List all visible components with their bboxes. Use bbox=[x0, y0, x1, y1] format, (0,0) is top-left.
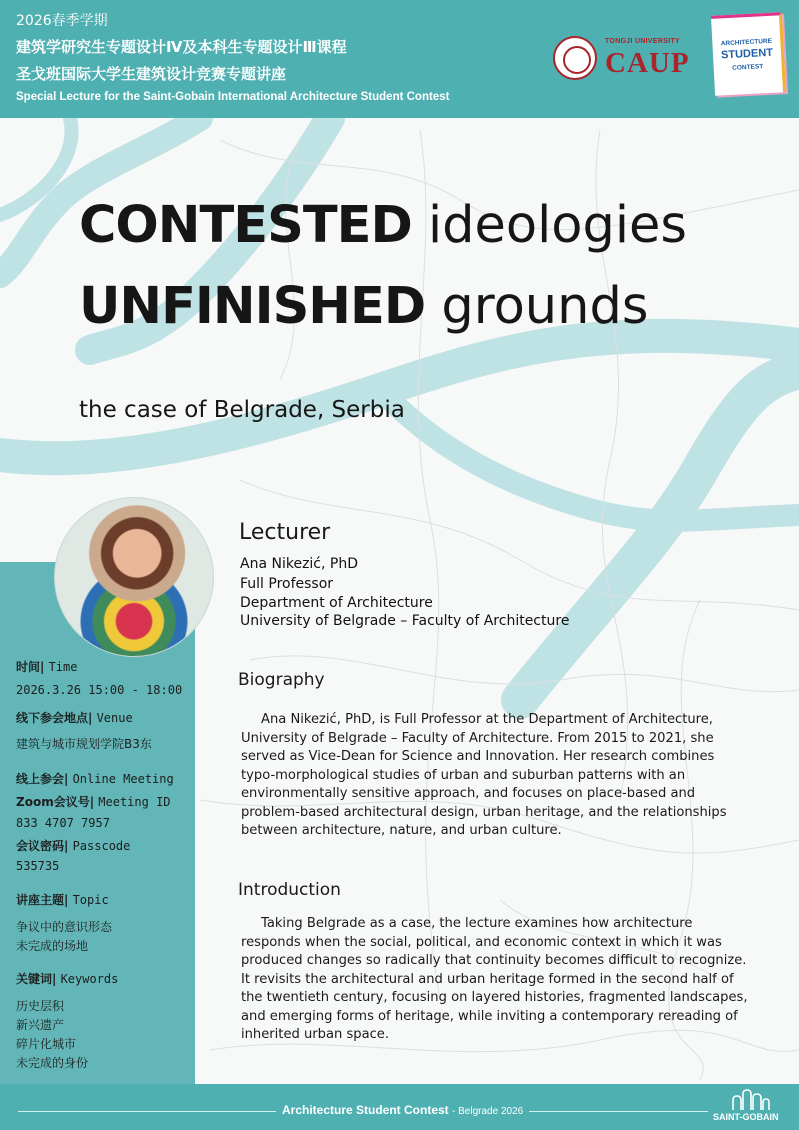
footer-contest-location: - Belgrade 2026 bbox=[452, 1106, 524, 1117]
keyword-item: 历史层积 bbox=[16, 999, 65, 1013]
venue-label-cn: 线下参会地点| bbox=[16, 711, 93, 725]
introduction-line: responds when the social, political, and economic context in which it was bbox=[241, 934, 722, 950]
venue-label bbox=[16, 709, 133, 726]
lecture-cn-text: 圣戈班国际大学生建筑设计竞赛专题讲座 bbox=[16, 65, 287, 83]
biography-line: environmentally sensitive approach, and focuses on place-based and bbox=[241, 786, 696, 801]
biography-line: University of Belgrade – Faculty of Architecture. From 2015 to 2021, she bbox=[241, 730, 714, 746]
introduction-line: inherited urban space. bbox=[241, 1027, 390, 1042]
introduction-heading: Introduction bbox=[238, 880, 341, 900]
footer-bar bbox=[0, 1084, 799, 1130]
asc-logo-line1: ARCHITECTURE bbox=[720, 37, 773, 48]
lecturer-university: University of Belgrade – Faculty of Architecture bbox=[240, 613, 570, 629]
online-label-en: Online Meeting bbox=[72, 772, 174, 786]
title-line-1-bold: CONTESTED bbox=[79, 196, 412, 255]
meeting-id: 833 4707 7957 bbox=[16, 816, 110, 830]
keywords-label-cn: 关键词| bbox=[16, 972, 57, 986]
passcode-label-en: Passcode bbox=[72, 839, 131, 853]
keyword-item: 未完成的身份 bbox=[16, 1056, 89, 1070]
time-label-en: Time bbox=[48, 660, 78, 674]
time-value: 2026.3.26 15:00 - 18:00 bbox=[16, 683, 183, 697]
biography-text bbox=[241, 711, 761, 841]
biography-line: Ana Nikezić, PhD, is Full Professor at the Department of Architecture, bbox=[261, 712, 713, 727]
time-label-cn: 时间| bbox=[16, 660, 45, 674]
keywords-label-en: Keywords bbox=[60, 972, 119, 986]
venue-label-en: Venue bbox=[96, 711, 133, 725]
introduction-line: It revisits the architectural and urban heritage formed in the second half of bbox=[241, 971, 734, 987]
keywords-label bbox=[16, 970, 118, 987]
passcode-label bbox=[16, 837, 130, 854]
lecturer-heading: Lecturer bbox=[239, 520, 331, 545]
lecturer-position: Full Professor bbox=[240, 576, 334, 592]
time-label bbox=[16, 658, 77, 675]
online-label-cn: 线上参会| bbox=[16, 772, 69, 786]
biography-line: served as Vice-Dean for Science and Innovation. Her research combines bbox=[241, 749, 715, 764]
header-banner bbox=[0, 0, 799, 118]
biography-line: typo-morphological studies of urban and suburban patterns with an bbox=[241, 767, 686, 783]
biography-line: problem-based architectural design, urban heritage, and the relationships bbox=[241, 804, 727, 820]
introduction-line: produced changes so radically that continuity becomes difficult to recognize. bbox=[241, 953, 747, 968]
title-line-1-rest: ideologies bbox=[428, 196, 687, 255]
lecture-en-text: Special Lecture for the Saint-Gobain International Architecture Student Contest bbox=[16, 91, 450, 103]
course-text: 建筑学研究生专题设计Ⅳ及本科生专题设计Ⅲ课程 bbox=[16, 38, 347, 56]
title-line-2 bbox=[79, 277, 648, 336]
tongji-caup-logo bbox=[553, 32, 688, 82]
zoom-label-en: Meeting ID bbox=[98, 795, 171, 809]
introduction-line: Taking Belgrade as a case, the lecture examines how architecture bbox=[261, 916, 693, 931]
passcode-label-cn: 会议密码| bbox=[16, 839, 69, 853]
zoom-label bbox=[16, 793, 171, 810]
title-line-2-rest: grounds bbox=[441, 277, 649, 336]
introduction-text bbox=[241, 915, 761, 1045]
footer-contest-name: Architecture Student Contest bbox=[282, 1103, 449, 1117]
zoom-label-cn: Zoom会议号| bbox=[16, 795, 95, 809]
footer-contest-text bbox=[276, 1103, 529, 1117]
title-line-2-bold: UNFINISHED bbox=[79, 277, 426, 336]
introduction-line: the twentieth century, focusing on layered histories, fragmented landscapes, bbox=[241, 990, 748, 1005]
keyword-item: 新兴遗产 bbox=[16, 1018, 65, 1032]
lecturer-photo bbox=[54, 497, 214, 657]
caup-university-text: TONGJI UNIVERSITY bbox=[605, 38, 680, 45]
subtitle: the case of Belgrade, Serbia bbox=[79, 397, 405, 423]
caup-text: CAUP bbox=[605, 47, 690, 79]
tongji-seal-icon bbox=[553, 36, 597, 80]
topic-label bbox=[16, 891, 109, 908]
asc-logo-line3: CONTEST bbox=[732, 63, 764, 72]
saint-gobain-logo bbox=[713, 1088, 787, 1126]
saint-gobain-arcs-icon bbox=[727, 1088, 773, 1110]
topic-item: 未完成的场地 bbox=[16, 939, 89, 953]
passcode: 535735 bbox=[16, 859, 60, 873]
saint-gobain-text: SAINT-GOBAIN bbox=[713, 1112, 779, 1122]
keyword-item: 碎片化城市 bbox=[16, 1037, 77, 1051]
title-line-1 bbox=[79, 196, 687, 255]
lecturer-name: Ana Nikezić, PhD bbox=[240, 556, 358, 572]
online-label bbox=[16, 770, 174, 787]
topic-item: 争议中的意识形态 bbox=[16, 920, 113, 934]
introduction-line: and emerging forms of heritage, while inviting a contemporary rereading of bbox=[241, 1008, 738, 1024]
architecture-student-contest-logo bbox=[711, 12, 786, 96]
biography-line: between architecture, nature, and urban culture. bbox=[241, 823, 562, 838]
topic-label-en: Topic bbox=[72, 893, 109, 907]
topic-label-cn: 讲座主题| bbox=[16, 893, 69, 907]
asc-logo-line2: STUDENT bbox=[720, 46, 774, 62]
venue-value: 建筑与城市规划学院B3东 bbox=[16, 737, 152, 751]
semester-text: 2026春季学期 bbox=[16, 13, 108, 29]
lecturer-department: Department of Architecture bbox=[240, 595, 433, 611]
biography-heading: Biography bbox=[238, 670, 325, 690]
